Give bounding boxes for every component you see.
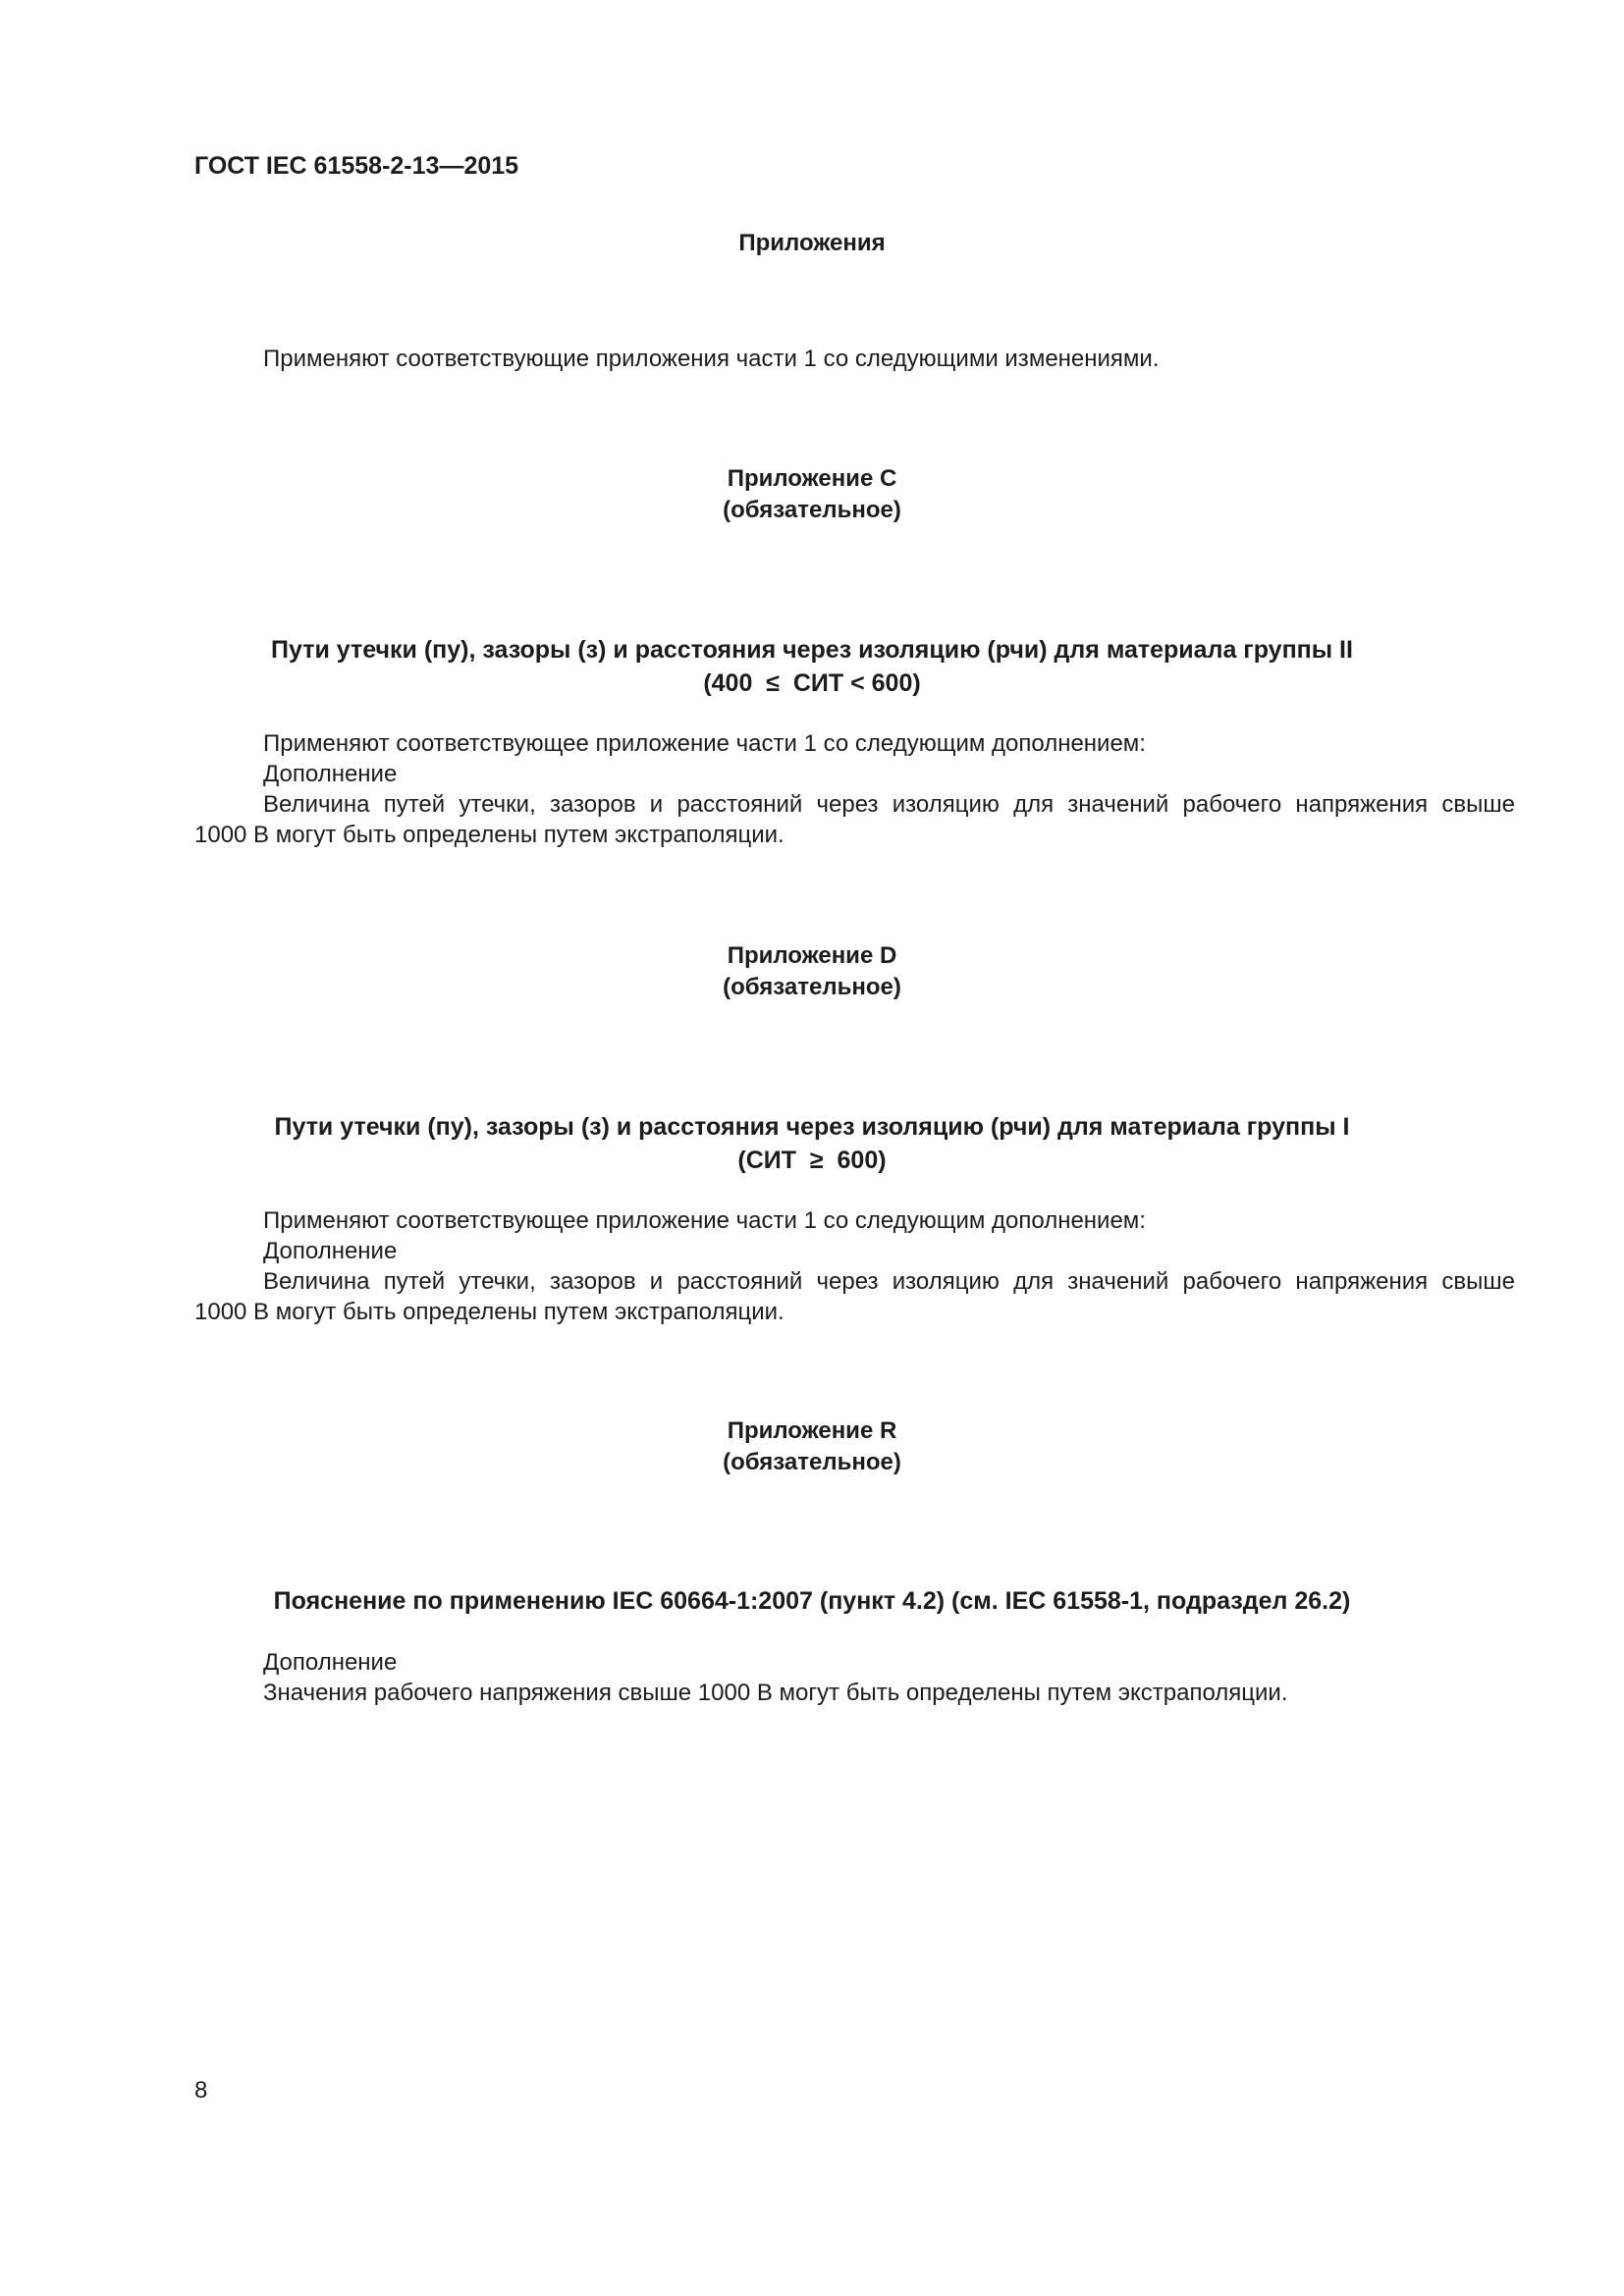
- appendix-d-paragraph-1: Применяют соответствующее приложение части 1 со следующим дополнением:: [263, 1207, 1146, 1234]
- appendices-title: Приложения: [738, 230, 886, 256]
- appendix-r-label: Приложение R: [727, 1417, 897, 1444]
- appendix-c-paragraph-3-line2: 1000 В могут быть определены путем экстраполяции.: [194, 822, 785, 848]
- appendix-d-paragraph-2: Дополнение: [263, 1238, 398, 1264]
- appendix-c-paragraph-2: Дополнение: [263, 761, 398, 787]
- appendix-c-heading-line2: (400 ≤ СИТ < 600): [703, 669, 921, 697]
- appendix-d-paragraph-3-line1: Величина путей утечки, зазоров и расстояний через изоляцию для значений рабочего напряжения свыше: [263, 1268, 1515, 1295]
- appendix-r-paragraph-2: Значения рабочего напряжения свыше 1000 В могут быть определены путем экстраполяции.: [263, 1680, 1288, 1706]
- appendix-r-status: (обязательное): [723, 1449, 901, 1475]
- page-number: 8: [194, 2077, 208, 2104]
- appendix-r-paragraph-1: Дополнение: [263, 1649, 398, 1676]
- appendix-c-status: (обязательное): [723, 497, 901, 523]
- appendix-d-paragraph-3-line2: 1000 В могут быть определены путем экстраполяции.: [194, 1299, 785, 1325]
- appendix-d-heading-line1: Пути утечки (пу), зазоры (з) и расстояния через изоляцию (рчи) для материала группы I: [274, 1113, 1350, 1141]
- appendices-intro-text: Применяют соответствующие приложения части 1 со следующими изменениями.: [263, 346, 1160, 372]
- appendix-d-label: Приложение D: [727, 942, 897, 969]
- document-code: ГОСТ IEC 61558-2-13—2015: [194, 152, 519, 180]
- appendix-c-paragraph-1: Применяют соответствующее приложение части 1 со следующим дополнением:: [263, 730, 1146, 757]
- appendix-r-heading: Пояснение по применению IEC 60664-1:2007 (пункт 4.2) (см. IEC 61558-1, подраздел 26.2): [273, 1587, 1351, 1615]
- appendix-d-heading-line2: (СИТ ≥ 600): [737, 1147, 887, 1174]
- appendix-d-status: (обязательное): [723, 974, 901, 1000]
- appendix-c-heading-line1: Пути утечки (пу), зазоры (з) и расстояния через изоляцию (рчи) для материала группы II: [271, 636, 1353, 664]
- appendix-c-paragraph-3-line1: Величина путей утечки, зазоров и расстояний через изоляцию для значений рабочего напряжения свыше: [263, 791, 1515, 818]
- appendix-c-label: Приложение С: [727, 465, 897, 492]
